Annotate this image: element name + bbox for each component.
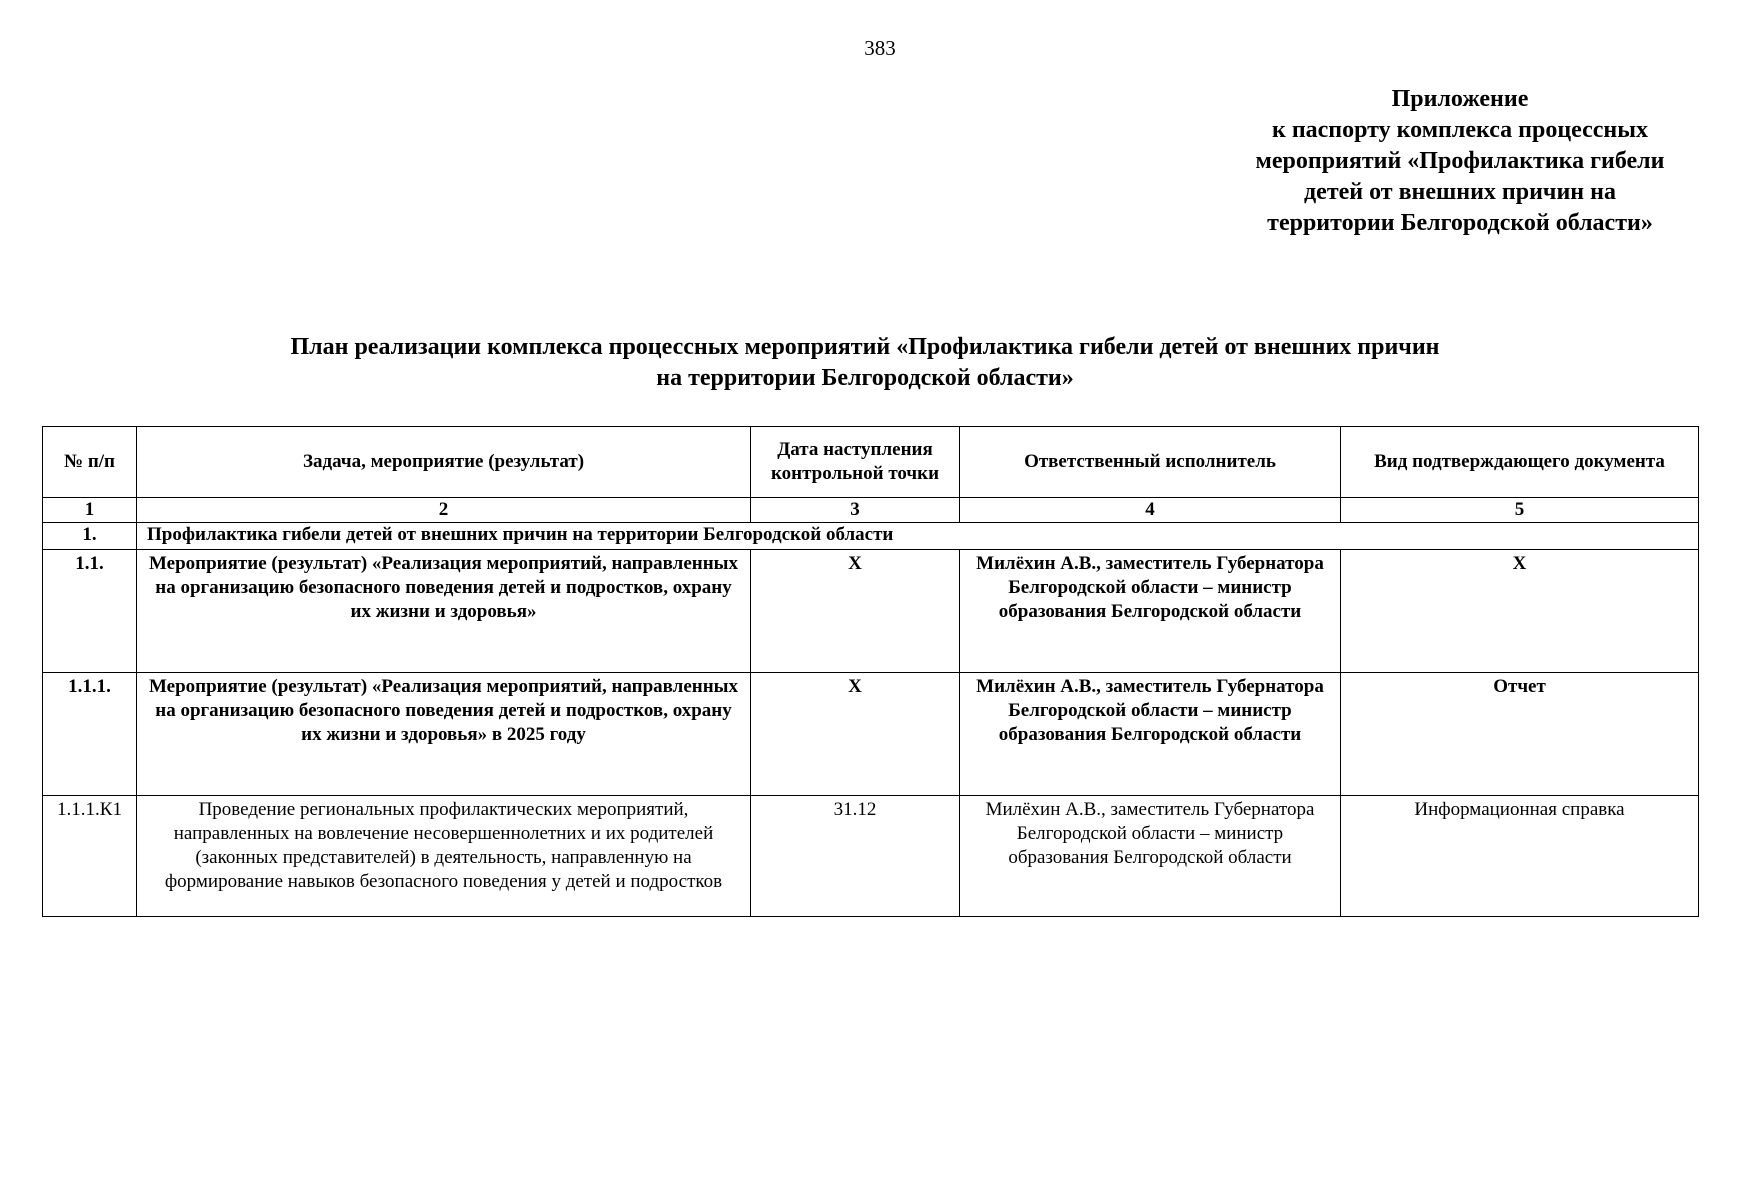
appendix-line: Приложение [1391,86,1529,112]
row-task: Мероприятие (результат) «Реализация мероприятий, направленных на организацию безопасного поведения детей и подростков, охрану их жизни и здоровья» в 2025 году [137,673,751,796]
row-date: 31.12 [751,796,960,917]
column-number: 5 [1341,498,1699,523]
row-task: Мероприятие (результат) «Реализация мероприятий, направленных на организацию безопасного поведения детей и подростков, охрану их жизни и здоровья» [137,550,751,673]
plan-title-line: План реализации комплекса процессных мероприятий «Профилактика гибели детей от внешних причин [290,334,1440,360]
table-row [43,796,1699,917]
header-responsible: Ответственный исполнитель [960,427,1341,498]
appendix-line: детей от внешних причин на [1304,179,1616,205]
section-number: 1. [43,523,137,550]
appendix-heading [1200,84,1720,239]
appendix-line: мероприятий «Профилактика гибели [1255,148,1665,174]
row-date: X [751,550,960,673]
header-number: № п/п [43,427,137,498]
row-responsible: Милёхин А.В., заместитель Губернатора Белгородской области – министр образования Белгородской области [960,550,1341,673]
column-number: 3 [751,498,960,523]
row-document: Отчет [1341,673,1699,796]
row-number: 1.1.1.К1 [43,796,137,917]
section-row [43,523,1699,550]
row-responsible: Милёхин А.В., заместитель Губернатора Белгородской области – министр образования Белгородской области [960,673,1341,796]
plan-title [40,332,1690,394]
page-number: 383 [864,36,896,60]
row-responsible: Милёхин А.В., заместитель Губернатора Белгородской области – министр образования Белгородской области [960,796,1341,917]
appendix-line: к паспорту комплекса процессных [1272,117,1648,143]
row-document: Информационная справка [1341,796,1699,917]
row-task: Проведение региональных профилактических мероприятий, направленных на вовлечение несовершеннолетних и их родителей (законных представителей) в деятельность, направленную на формирование навыков безопасного поведения у детей и подростков [137,796,751,917]
row-document: X [1341,550,1699,673]
header-date: Дата наступления контрольной точки [751,427,960,498]
column-number: 1 [43,498,137,523]
column-number: 2 [137,498,751,523]
column-number-row [43,498,1699,523]
plan-table [42,426,1699,917]
header-task: Задача, мероприятие (результат) [137,427,751,498]
row-number: 1.1. [43,550,137,673]
table-row [43,673,1699,796]
row-date: X [751,673,960,796]
section-title: Профилактика гибели детей от внешних причин на территории Белгородской области [137,523,1699,550]
header-document: Вид подтверждающего документа [1341,427,1699,498]
column-number: 4 [960,498,1341,523]
plan-title-line: на территории Белгородской области» [656,365,1074,391]
row-number: 1.1.1. [43,673,137,796]
table-row [43,550,1699,673]
appendix-line: территории Белгородской области» [1267,210,1653,236]
table-header-row [43,427,1699,498]
